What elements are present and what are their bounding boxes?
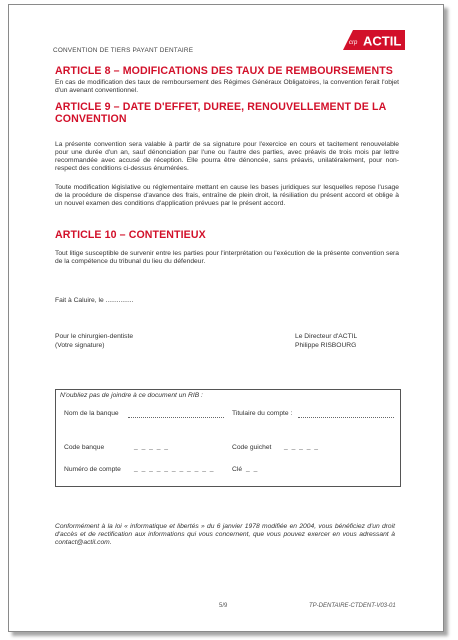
bank-code-label: Code banque [64, 444, 105, 451]
branch-code-label: Code guichet [232, 444, 272, 451]
page-number: 5/9 [219, 603, 228, 609]
bank-name-field[interactable] [128, 417, 224, 418]
actil-logo [343, 30, 405, 50]
branch-code-field[interactable]: _ _ _ _ _ [284, 443, 320, 450]
account-holder-field[interactable] [298, 417, 394, 418]
article-9-body-1: La présente convention sera valable à partir de sa signature pour l'exercice en cours et tacitement renouvelable pour une durée d'un an, sauf dénonciation par l'une ou l'autre des parties, avec préavis de trois mois par lettre recommandée avec accusé de réception. Elle pourra être dénoncée, sans préavis, unilatéralement, pour non-respect des conditions ci-dessus énumérées. [55, 141, 399, 173]
key-field[interactable]: _ _ [246, 465, 259, 472]
document-page [8, 4, 444, 632]
account-holder-label: Titulaire du compte : [232, 410, 293, 417]
logo-text: ACTIL [363, 33, 402, 49]
rib-form-box [55, 389, 401, 487]
article-9-title: ARTICLE 9 – DATE D'EFFET, DUREE, RENOUVELLEMENT DE LA CONVENTION [55, 101, 386, 125]
article-10-body: Tout litige susceptible de survenir entre les parties pour l'interprétation ou l'exécution de la présente convention sera de la compétence du tribunal du lieu du défendeur. [55, 250, 399, 266]
article-10-title: ARTICLE 10 – CONTENTIEUX [55, 229, 206, 241]
signature-left-line-2: (Votre signature) [55, 342, 105, 349]
signature-right-line-1: Le Directeur d'ACTIL [295, 333, 358, 340]
signature-place-date: Fait à Caluire, le ............... [55, 297, 134, 304]
signature-left-line-1: Pour le chirurgien-dentiste [55, 333, 134, 340]
rib-notice: N'oubliez pas de joindre à ce document un RIB : [60, 392, 203, 399]
key-label: Clé [232, 466, 243, 473]
privacy-notice: Conformément à la loi « informatique et libertés » du 6 janvier 1978 modifiée en 2004, vous bénéficiez d'un droit d'accès et de rectification aux informations qui vous concernent, que vous pouvez exercer en vous adressant à contact@actil.com. [55, 523, 395, 547]
account-number-label: Numéro de compte [64, 466, 121, 473]
account-number-field[interactable]: _ _ _ _ _ _ _ _ _ _ _ [134, 465, 215, 472]
document-reference: TP-DENTAIRE-CTDENT-V03-01 [309, 603, 396, 609]
signature-right-line-2: Philippe RISBOURG [295, 342, 357, 349]
bank-name-label: Nom de la banque [64, 410, 119, 417]
bank-code-field[interactable]: _ _ _ _ _ [134, 443, 170, 450]
article-8-body: En cas de modification des taux de remboursement des Régimes Généraux Obligatoires, la convention ferait l'objet d'un avenant conventionnel. [55, 79, 399, 95]
article-9-body-2: Toute modification législative ou réglementaire mettant en cause les bases juridiques sur lesquelles repose l'usage de la procédure de dispense d'avance des frais, entraîne de plein droit, la résiliation du présent accord et oblige à un nouvel examen des conditions d'application prévues par le présent accord. [55, 184, 399, 208]
document-header-title: CONVENTION DE TIERS PAYANT DENTAIRE [53, 47, 194, 54]
article-8-title: ARTICLE 8 – MODIFICATIONS DES TAUX DE REMBOURSEMENTS [55, 65, 393, 77]
logo-prefix: crp [349, 40, 358, 46]
